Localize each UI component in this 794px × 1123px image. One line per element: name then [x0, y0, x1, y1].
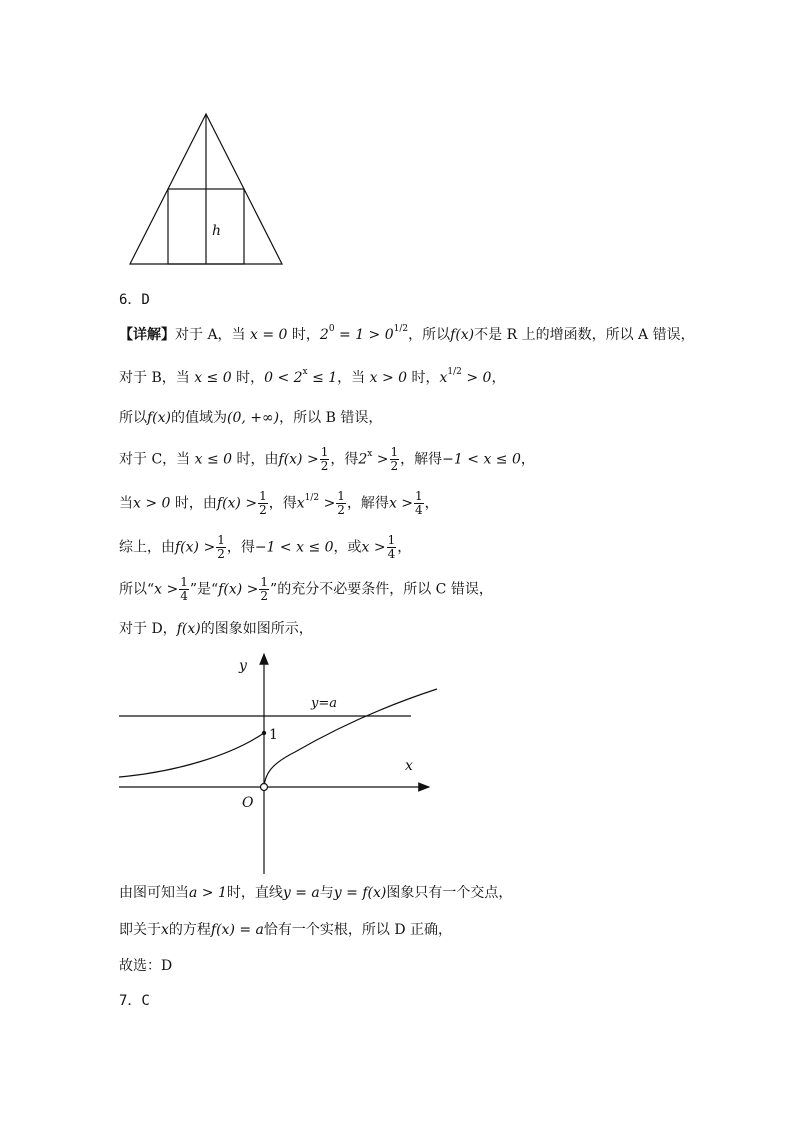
solution-line-8: 对于 D，f(x)的图象如图所示，: [119, 621, 313, 637]
solution-line-2: 对于 B，当 x ≤ 0 时，$0 < 2^x \le 1$，当 x > 0 时，$x^{1/2} > 0$，: [119, 367, 506, 386]
solution-line-1: 【详解】对于 A，当 x = 0 时，$2^0 = 1 > 0^{1/2}$，所以f(x)不是 R 上的增函数，所以 A 错误，: [119, 324, 695, 343]
detail-tag: 【详解】: [119, 327, 175, 343]
y-axis-label: y: [239, 658, 247, 674]
fraction-one-half: $\frac{1}{2}$: [217, 533, 225, 561]
height-label: h: [212, 223, 222, 239]
origin-label: O: [242, 795, 254, 811]
fraction-one-half: $\frac{1}{2}$: [337, 489, 345, 517]
tick-label-one: 1: [269, 727, 278, 743]
fraction-one-quarter: $\frac{1}{4}$: [180, 575, 188, 603]
curve-left-branch: [119, 733, 264, 777]
fraction-one-half: $\frac{1}{2}$: [390, 445, 399, 473]
filled-point-at-one: [262, 731, 266, 735]
solution-line-10: 即关于x的方程f(x) = a恰有一个实根，所以 D 正确，: [119, 922, 453, 938]
triangle-figure: [125, 108, 290, 270]
solution-line-3: 所以f(x)的值域为(0, +∞)，所以 B 错误，: [119, 410, 383, 426]
line-label: y=a: [311, 696, 337, 711]
solution-line-9: 由图可知当a > 1时，直线y = a与y = f(x)图象只有一个交点，: [119, 885, 513, 901]
fraction-one-half: $\frac{1}{2}$: [259, 489, 267, 517]
fraction-one-quarter: $\frac{1}{4}$: [415, 489, 423, 517]
fraction-one-quarter: $\frac{1}{4}$: [387, 533, 396, 561]
solution-conclusion: 故选：D: [119, 958, 173, 974]
solution-line-5: 当x > 0 时，由f(x) > $\frac{1}{2}$ ，得$x^{1/2}$ > $\frac{1}{2}$ ，解得x > $\frac{1}{4}$ ，: [119, 489, 439, 517]
open-point-at-origin: [261, 784, 268, 791]
fraction-one-half: $\frac{1}{2}$: [260, 575, 269, 603]
solution-line-4: 对于 C，当 x ≤ 0 时，由f(x) > $\frac{1}{2}$ ，得2$^x$ > $\frac{1}{2}$ ，解得−1 < x ≤ 0，: [119, 445, 535, 473]
answer-6: 6．D: [119, 292, 150, 308]
solution-line-7: 所以“x > $\frac{1}{4}$ ”是“f(x) > $\frac{1}{2}$ ”的充分不必要条件，所以 C 错误，: [119, 575, 493, 603]
answer-7: 7．C: [119, 993, 150, 1009]
solution-line-6: 综上，由f(x) > $\frac{1}{2}$ ，得−1 < x ≤ 0，或x > $\frac{1}{4}$ ，: [119, 533, 412, 561]
fraction-one-half: $\frac{1}{2}$: [320, 445, 329, 473]
function-graph: [115, 648, 440, 878]
x-axis-label: x: [405, 758, 413, 774]
